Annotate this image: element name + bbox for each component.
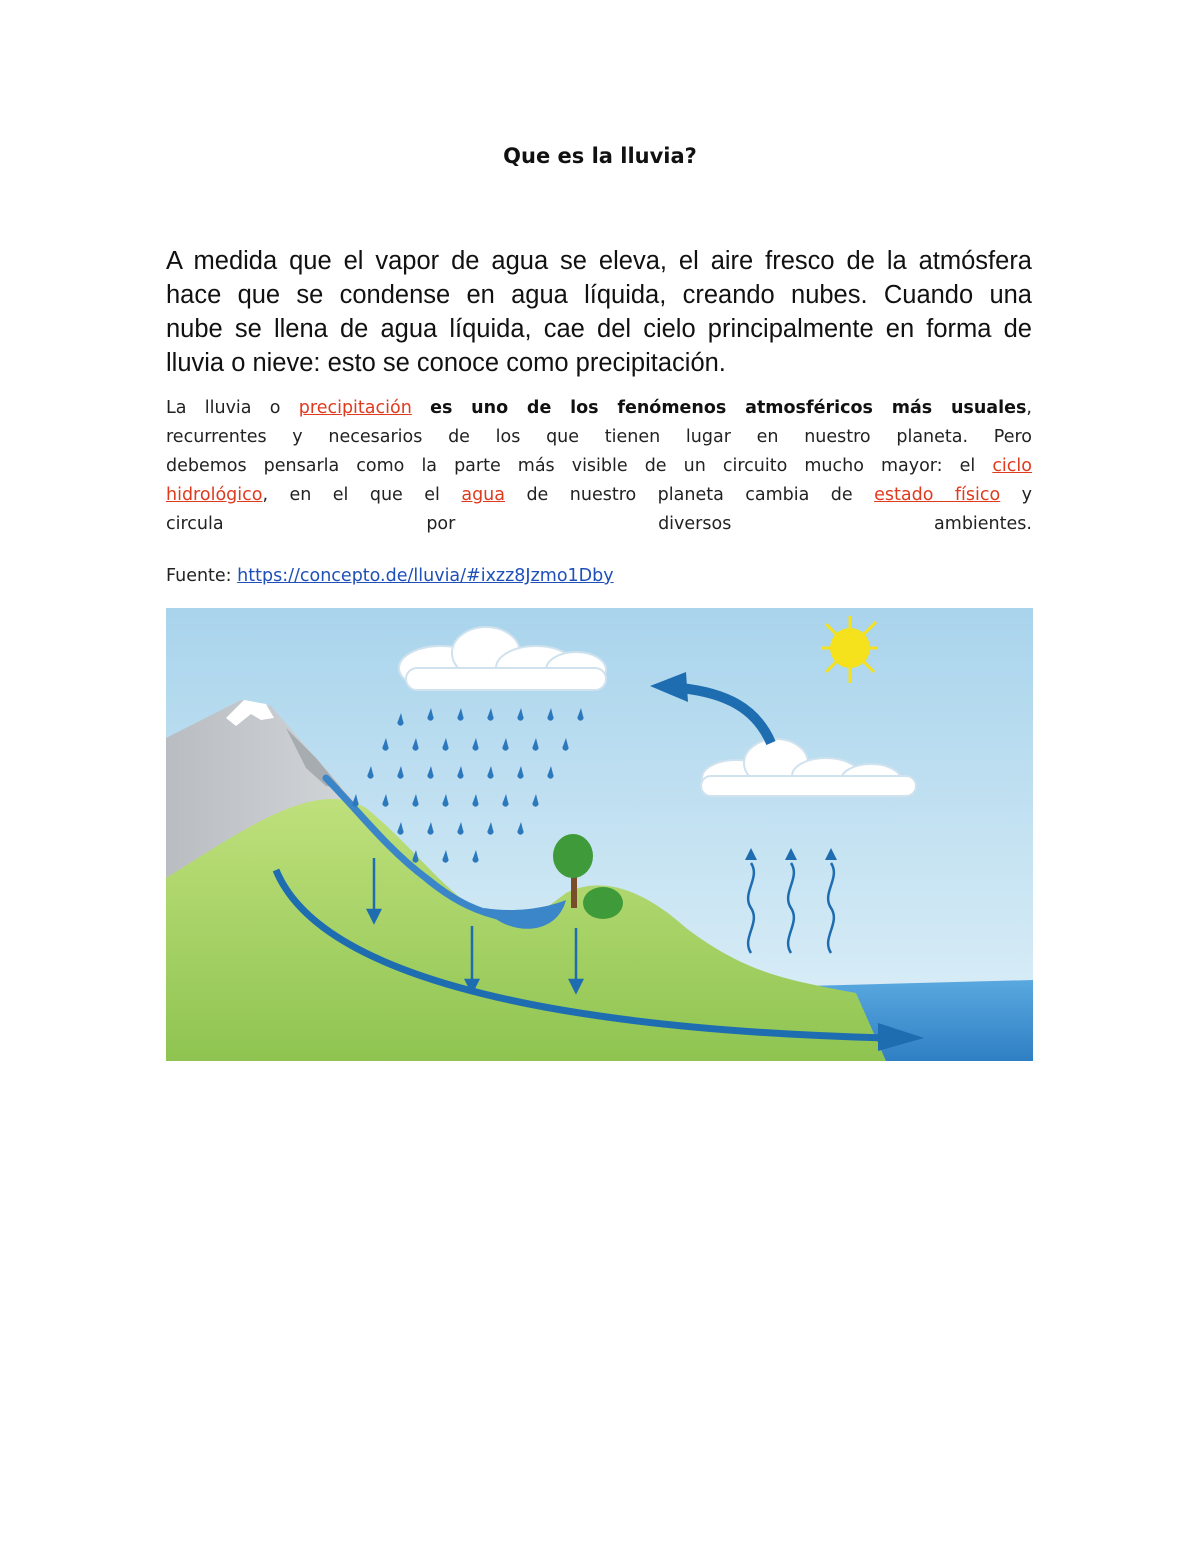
body-text: La lluvia o: [166, 398, 299, 418]
body-line: [166, 394, 1032, 423]
link-ciclo[interactable]: ciclo: [992, 456, 1032, 476]
body-text: por: [426, 514, 456, 534]
body-text: circula: [166, 514, 224, 534]
lead-line: nube se llena de agua líquida, cae del cielo principalmente en forma de: [166, 315, 1032, 343]
source-line: [166, 566, 614, 586]
body-line: recurrentes y necesarios de los que tienen lugar en nuestro planeta. Pero: [166, 427, 1032, 447]
body-bold-text: es uno de los fenómenos atmosféricos más usuales: [430, 398, 1027, 418]
link-hidrologico[interactable]: hidrológico: [166, 485, 263, 505]
body-text: ambientes.: [934, 514, 1032, 534]
source-url-link[interactable]: https://concepto.de/lluvia/#ixzz8Jzmo1Dby: [237, 566, 614, 586]
lead-line: lluvia o nieve: esto se conoce como precipitación.: [166, 349, 726, 377]
body-line: [166, 452, 1032, 481]
body-text: debemos pensarla como la parte más visible de un circuito mucho mayor: el: [166, 456, 993, 476]
body-text: diversos: [658, 514, 732, 534]
bush: [583, 887, 623, 919]
body-text: de nuestro planeta cambia de: [505, 485, 875, 505]
page-title: Que es la lluvia?: [503, 144, 697, 168]
body-text: y: [1000, 485, 1033, 505]
lead-line: A medida que el vapor de agua se eleva, el aire fresco de la atmósfera: [166, 247, 1032, 275]
link-agua[interactable]: agua: [461, 485, 505, 505]
body-text: , en el que el: [262, 485, 462, 505]
water-cycle-illustration: [166, 608, 1033, 1061]
water-cycle-svg: [166, 608, 1033, 1061]
body-text: ,: [1026, 398, 1032, 418]
tree-canopy: [553, 834, 593, 878]
source-label: Fuente:: [166, 566, 238, 586]
lead-paragraph: [166, 244, 1032, 380]
body-line: [166, 510, 1032, 539]
link-precipitacion[interactable]: precipitación: [298, 398, 412, 418]
lead-line: hace que se condense en agua líquida, creando nubes. Cuando una: [166, 281, 1032, 309]
link-estado-fisico[interactable]: estado físico: [874, 485, 1001, 505]
body-paragraph: [166, 394, 1032, 539]
body-line: [166, 481, 1032, 510]
